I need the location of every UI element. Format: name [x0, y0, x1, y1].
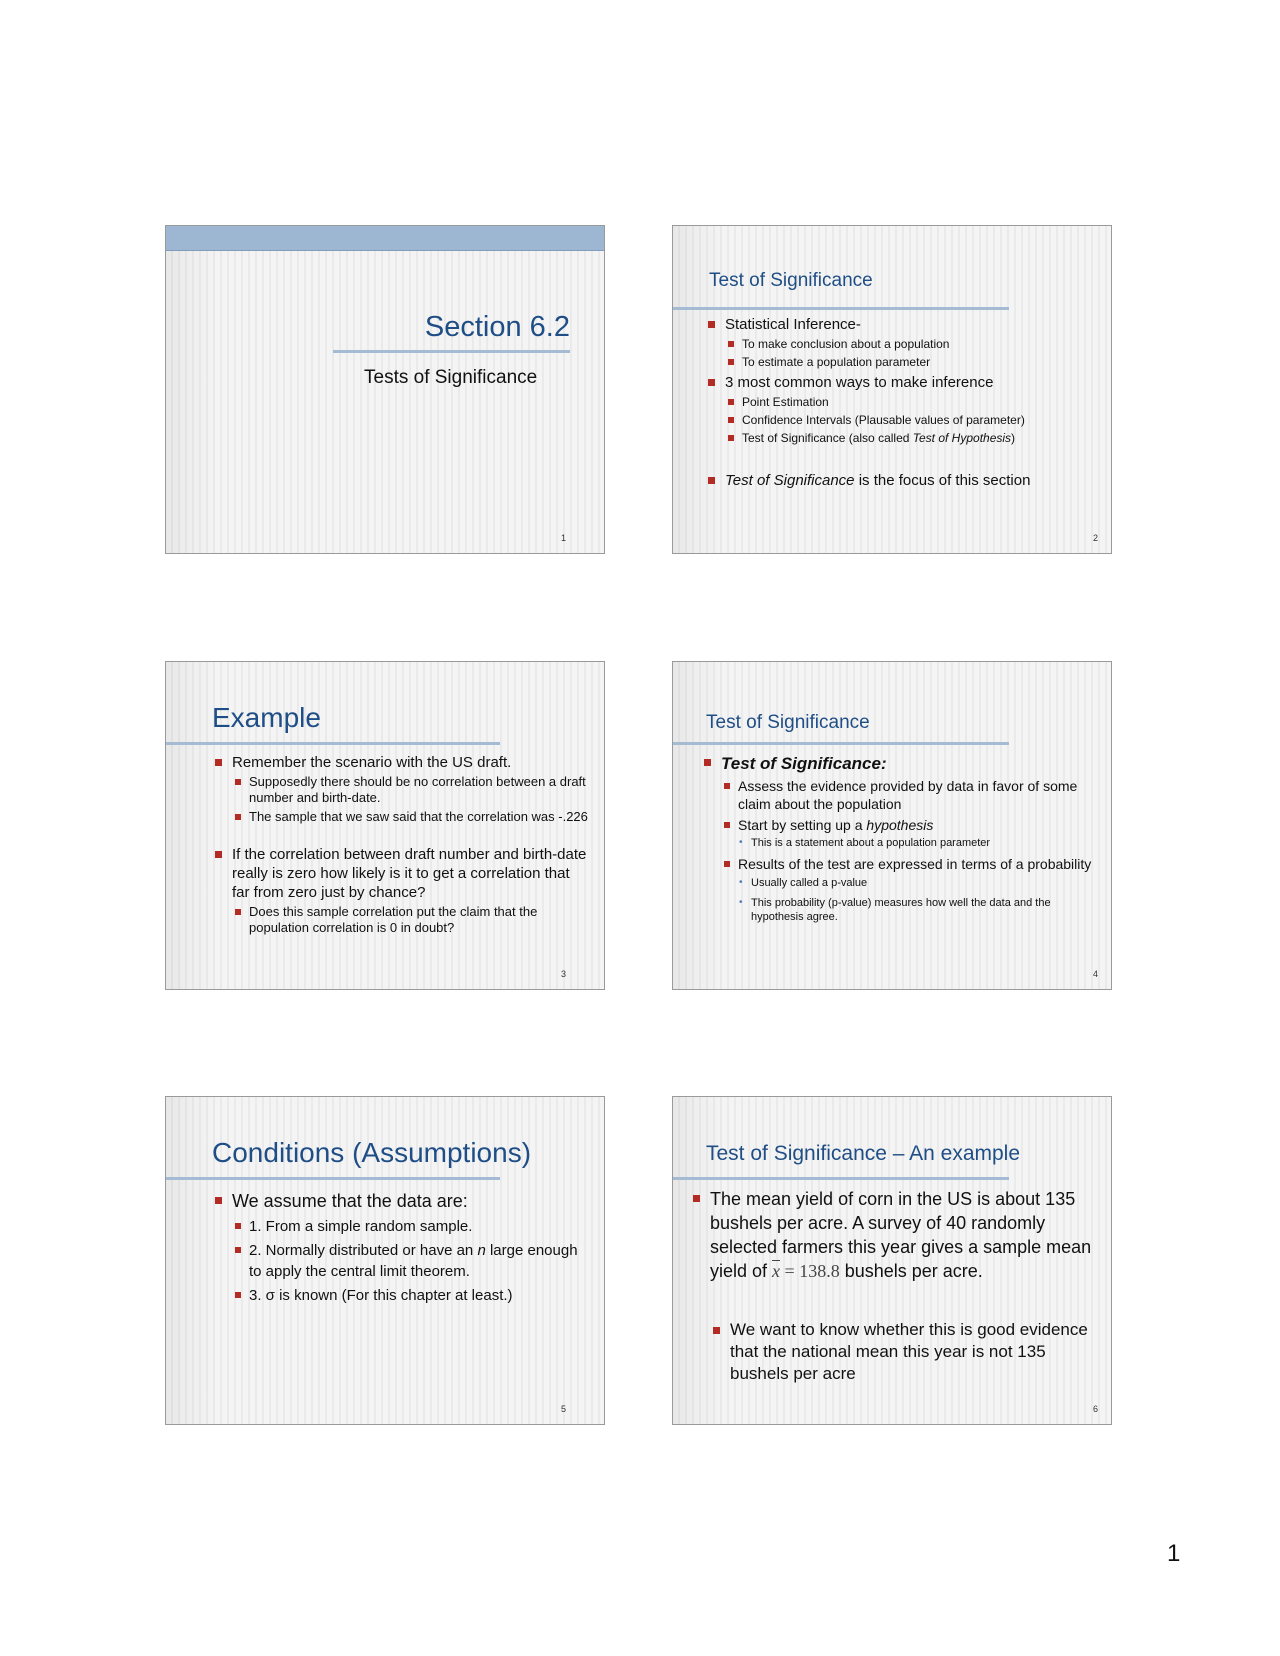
bullet-text: Usually called a p-value: [751, 877, 868, 889]
slide-3: [165, 661, 605, 990]
bullet-text: Assess the evidence provided by data in favor of some claim about the population: [738, 778, 1078, 812]
slide-title: Test of Significance: [706, 712, 870, 733]
slide-4: [672, 661, 1112, 990]
bullet-text: The mean yield of corn in the US is about 135 bushels per acre. A survey of 40 randomly selected farmers this year gives a sample mean yield of: [710, 1189, 1092, 1281]
sub-bullet: [728, 411, 1103, 429]
bullet-text: is the focus of this section: [854, 472, 1031, 489]
slide-1: [165, 225, 605, 554]
slide-title: Test of Significance: [709, 270, 873, 291]
bullet-text: large enough to apply the central limit theorem.: [249, 1242, 578, 1280]
bullet: [215, 845, 590, 902]
bullet-text: 1. From a simple random sample.: [249, 1218, 473, 1235]
sub-bullet: [728, 393, 1103, 411]
bullet-text-italic: Test of Significance: [725, 472, 855, 489]
bullet-text: 3 most common ways to make inference: [725, 374, 994, 391]
bullet-text: Remember the scenario with the US draft.: [232, 754, 512, 771]
bullet-text-italic: hypothesis: [866, 817, 934, 833]
sub-bullet: [728, 429, 1103, 447]
sub-bullet: [235, 1216, 590, 1237]
bullet-text: We assume that the data are:: [232, 1191, 468, 1211]
bullet: [713, 1319, 1098, 1385]
title-rule: [673, 307, 1009, 310]
bullet-text: Does this sample correlation put the claim that the population correlation is 0 in doubt?: [249, 904, 538, 935]
sample-mean-value: = 138.8: [780, 1261, 840, 1281]
sub-bullet: [728, 353, 1103, 371]
slide-body: [215, 753, 590, 936]
slide-number: 6: [1092, 1404, 1098, 1414]
title-rule: [166, 1177, 500, 1180]
sub-bullet: [235, 1240, 590, 1282]
bullet-text: 3. σ is known (For this chapter at least.): [249, 1287, 513, 1304]
bullet-text: We want to know whether this is good evidence that the national mean this year is not 135 bushels per acre: [730, 1320, 1088, 1383]
bullet-text: Statistical Inference-: [725, 316, 861, 333]
sub-bullet: [724, 816, 1102, 834]
slide-number: 5: [560, 1404, 566, 1414]
bullet: [215, 1190, 590, 1213]
title-rule: [166, 742, 500, 745]
title-rule: [673, 742, 1009, 745]
slide-body: [704, 753, 1102, 924]
slide-body: [693, 1187, 1098, 1385]
slide-subtitle: Tests of Significance: [364, 367, 538, 388]
slide-2: [672, 225, 1112, 554]
slide-number: 4: [1092, 969, 1098, 979]
bullet: [704, 753, 1102, 775]
bullet: [708, 373, 1103, 393]
sub-bullet: [728, 335, 1103, 353]
bullet-text: Supposedly there should be no correlation between a draft number and birth-date.: [249, 774, 586, 805]
sub-sub-bullet: [738, 876, 1102, 890]
sub-bullet: [235, 809, 590, 825]
bullet-text: Point Estimation: [742, 395, 829, 409]
bullet: [215, 753, 590, 772]
bullet-text: ): [1011, 431, 1016, 445]
slide-title: Section 6.2: [424, 311, 570, 343]
bullet-text-italic: n: [477, 1242, 486, 1259]
sub-sub-bullet: [738, 835, 1102, 851]
bullet-text: The sample that we saw said that the correlation was -.226: [249, 809, 588, 824]
sub-bullet: [235, 1285, 590, 1306]
bullet: [693, 1187, 1098, 1283]
bullet-text: To make conclusion about a population: [742, 337, 950, 351]
bullet-text: This probability (p-value) measures how well the data and the hypothesis agree.: [751, 897, 1051, 923]
slide-title: Example: [212, 702, 321, 733]
bullet-text: This is a statement about a population parameter: [751, 837, 991, 849]
sub-bullet: [724, 777, 1102, 813]
bullet-text: Results of the test are expressed in terms of a probability: [738, 856, 1092, 872]
sub-bullet: [724, 855, 1102, 873]
slide-body: [708, 315, 1103, 491]
slide-number: 2: [1092, 533, 1098, 543]
bullet: [708, 315, 1103, 335]
bullet-text: Test of Significance (also called: [742, 431, 913, 445]
slide-number: 3: [560, 969, 566, 979]
bullet-text-italic: Test of Hypothesis: [912, 431, 1012, 445]
bullet-text: bushels per acre.: [839, 1261, 983, 1281]
bullet-text: To estimate a population parameter: [742, 355, 931, 369]
bullet-text: If the correlation between draft number and birth-date really is zero how likely is it to get a correlation that far from zero just by chance?: [232, 846, 587, 901]
bullet-text: Test of Significance:: [721, 754, 887, 773]
title-rule: [333, 350, 570, 353]
bullet-text: 2. Normally distributed or have an: [249, 1242, 478, 1259]
slide-title-bar: [166, 226, 604, 251]
sub-bullet: [235, 774, 590, 806]
slide-5: [165, 1096, 605, 1425]
bullet: [708, 471, 1103, 491]
slide-body: [215, 1190, 590, 1306]
bullet-text: Start by setting up a: [738, 817, 867, 833]
slide-title: Conditions (Assumptions): [212, 1137, 532, 1168]
title-rule: [673, 1177, 1009, 1180]
x-bar-symbol: $\overline{x}$: [772, 1261, 781, 1281]
slide-6: [672, 1096, 1112, 1425]
sub-bullet: [235, 904, 590, 936]
slide-number: 1: [560, 533, 566, 543]
page-number: 1: [1167, 1540, 1181, 1567]
slide-title: Test of Significance – An example: [706, 1142, 1021, 1165]
bullet-text: Confidence Intervals (Plausable values of parameter): [742, 413, 1025, 427]
sub-sub-bullet: [738, 896, 1102, 924]
